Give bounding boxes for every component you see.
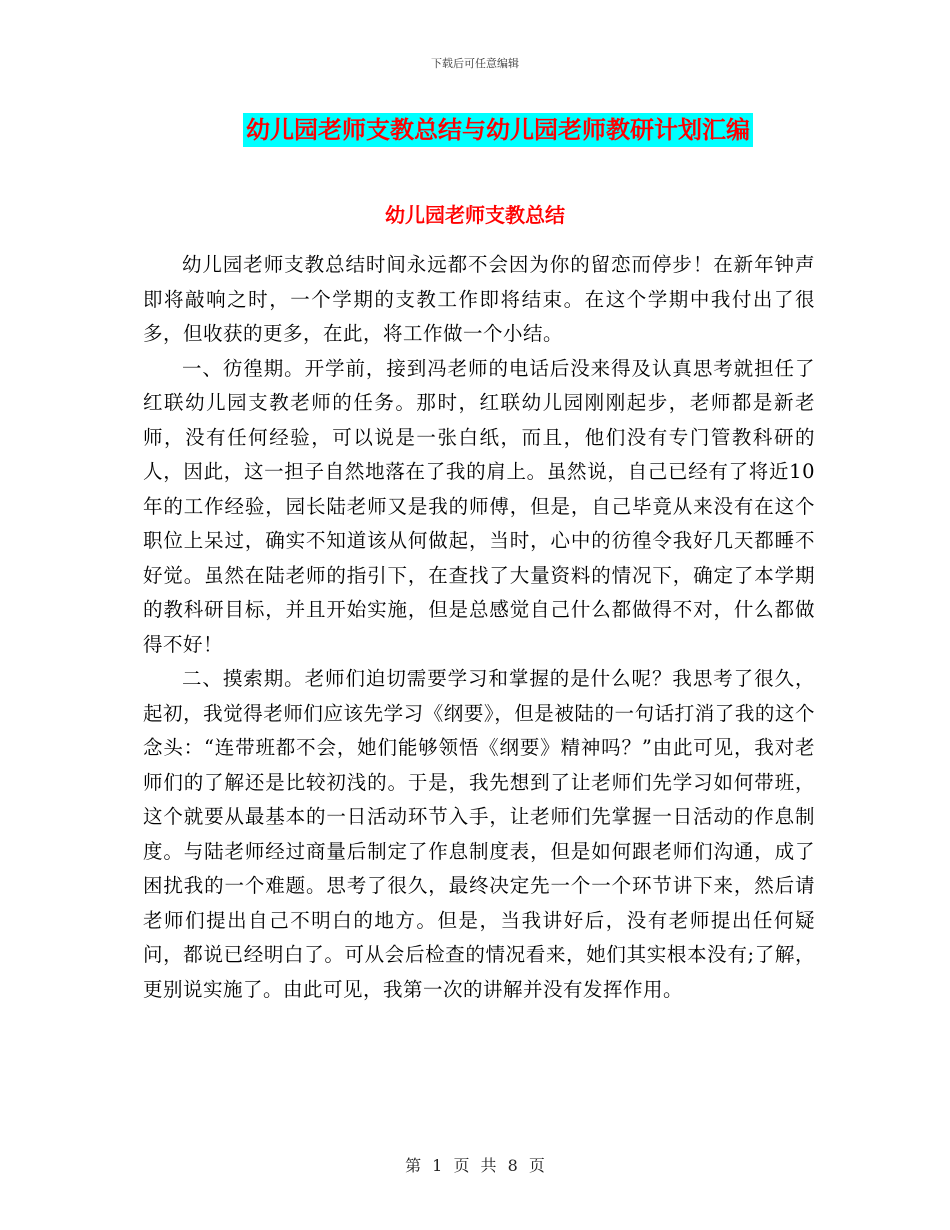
paragraph-intro: 幼儿园老师支教总结时间永远都不会因为你的留恋而停步！在新年钟声即将敲响之时，一个学期的支教工作即将结束。在这个学期中我付出了很多，但收获的更多，在此，将工作做一个小结。 <box>143 253 815 345</box>
section-title: 幼儿园老师支教总结 <box>385 203 565 227</box>
document-title-container <box>0 113 950 147</box>
header-note: 下载后可任意编辑 <box>431 57 519 70</box>
document-title: 幼儿园老师支教总结与幼儿园老师教研计划汇编 <box>243 113 753 147</box>
paragraph-exploration-period: 二、摸索期。老师们迫切需要学习和掌握的是什么呢？我思考了很久，起初，我觉得老师们应该先学习《纲要》，但是被陆的一句话打消了我的这个念头：“连带班都不会，她们能够领悟《纲要》精神吗？”由此可见，我对老师们的了解还是比较初浅的。于是，我先想到了让老师们先学习如何带班，这个就要从最基本的一日活动环节入手，让老师们先掌握一日活动的作息制度。与陆老师经过商量后制定了作息制度表，但是如何跟老师们沟通，成了困扰我的一个难题。思考了很久，最终决定先一个一个环节讲下来，然后请老师们提出自己不明白的地方。但是，当我讲好后，没有老师提出任何疑问，都说已经明白了。可从会后检查的情况看来，她们其实根本没有;了解，更别说实施了。由此可见，我第一次的讲解并没有发挥作用。 <box>143 667 815 1001</box>
paragraph-hesitation-period: 一、彷徨期。开学前，接到冯老师的电话后没来得及认真思考就担任了红联幼儿园支教老师的任务。那时，红联幼儿园刚刚起步，老师都是新老师，没有任何经验，可以说是一张白纸，而且，他们没有专门管教科研的人，因此，这一担子自然地落在了我的肩上。虽然说，自己已经有了将近10年的工作经验，园长陆老师又是我的师傅，但是，自己毕竟从来没有在这个职位上呆过，确实不知道该从何做起，当时，心中的彷徨令我好几天都睡不好觉。虽然在陆老师的指引下，在查找了大量资料的情况下，确定了本学期的教科研目标，并且开始实施，但是总感觉自己什么都做得不对，什么都做得不好！ <box>143 356 815 656</box>
page-number: 第 1 页 共 8 页 <box>405 1156 545 1175</box>
document-body <box>143 248 815 1007</box>
